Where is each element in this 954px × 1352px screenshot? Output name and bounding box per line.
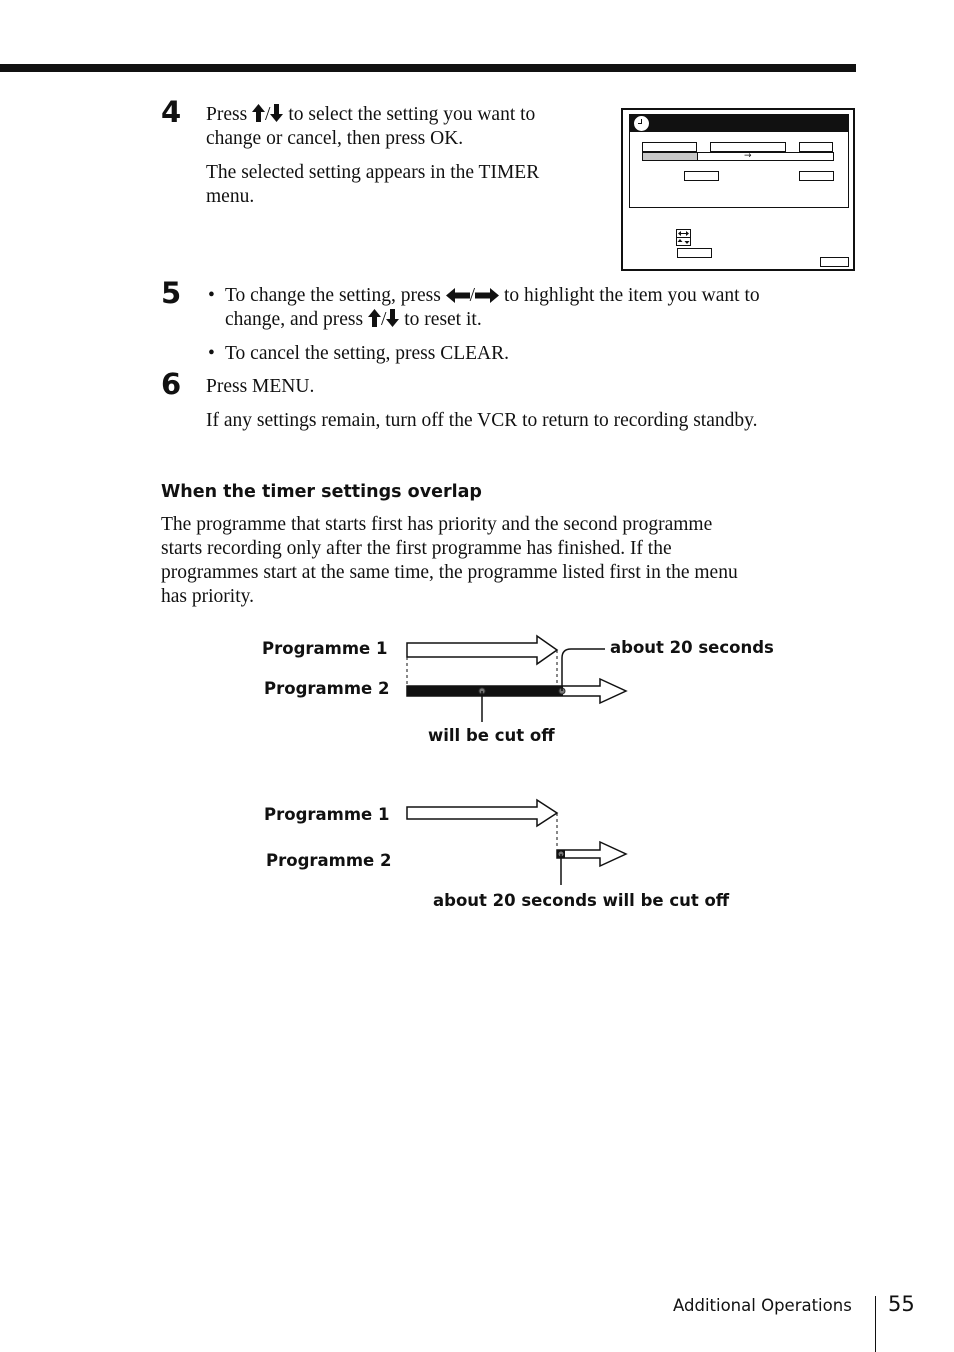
menu-field-date xyxy=(642,142,697,152)
arrow-down-icon xyxy=(270,104,283,122)
step-4-text xyxy=(206,103,606,219)
menu-field-bottom-left xyxy=(677,248,712,258)
menu-title-bar xyxy=(629,114,849,132)
diagram1-programme1-label: Programme 1 xyxy=(262,639,388,658)
diagram2-programme2-label: Programme 2 xyxy=(266,851,392,870)
step-5-text xyxy=(206,284,866,376)
menu-field-bottom-right xyxy=(820,257,849,267)
seconds-leader xyxy=(562,649,605,691)
menu-field-option-2 xyxy=(799,171,834,181)
menu-highlight xyxy=(642,152,698,161)
step-6-instruction: Press MENU. xyxy=(206,376,315,397)
step-6-text xyxy=(206,375,866,443)
top-rule xyxy=(0,64,856,72)
step-4-instruction: Press / to select the setting you want to change or cancel, then press OK. xyxy=(206,104,536,149)
arrow-down-icon xyxy=(386,309,399,327)
step-4-number: 4 xyxy=(161,95,182,129)
step-4-note: The selected setting appears in the TIMER menu. xyxy=(206,162,540,207)
programme1-arrow xyxy=(407,636,557,664)
overlap-paragraph: The programme that starts first has priority and the second programme starts recording only after the first programme has finished. If the programmes start at the same time, the programme listed first in the menu has priority. xyxy=(161,514,738,607)
navigation-keys-icon xyxy=(676,229,691,246)
step-5-number: 5 xyxy=(161,276,182,310)
footer-divider xyxy=(875,1296,876,1352)
step-6-number: 6 xyxy=(161,367,182,401)
diagram1-programme2-label: Programme 2 xyxy=(264,679,390,698)
menu-field-option-1 xyxy=(684,171,719,181)
timer-menu-illustration xyxy=(621,108,855,271)
menu-field-channel xyxy=(799,142,833,152)
clock-icon xyxy=(634,116,649,131)
footer-section-title: Additional Operations xyxy=(673,1296,852,1315)
diagram2-callout: about 20 seconds will be cut off xyxy=(433,891,730,910)
step-6-note: If any settings remain, turn off the VCR to return to recording standby. xyxy=(206,410,758,431)
diagram1-callout-top: about 20 seconds xyxy=(610,638,774,657)
programme1-arrow xyxy=(407,800,557,826)
step-5-bullets xyxy=(206,284,866,366)
overlap-diagram-1 xyxy=(395,630,645,730)
arrow-up-icon xyxy=(252,104,265,122)
diagram2-programme1-label: Programme 1 xyxy=(264,805,390,824)
menu-arrow-icon: → xyxy=(744,151,752,161)
arrow-up-icon xyxy=(368,309,381,327)
arrow-right-icon xyxy=(475,288,499,303)
section-heading: When the timer settings overlap xyxy=(161,482,482,502)
overlap-diagram-2 xyxy=(395,795,645,890)
programme2-arrow xyxy=(557,842,626,866)
arrow-left-icon xyxy=(446,288,470,303)
page-number: 55 xyxy=(888,1292,915,1316)
diagram1-callout-bottom: will be cut off xyxy=(428,726,555,745)
list-item: • To change the setting, press / to highlight the item you want to change, and press / to reset it. xyxy=(208,285,760,330)
list-item: • To cancel the setting, press CLEAR. xyxy=(208,343,510,364)
